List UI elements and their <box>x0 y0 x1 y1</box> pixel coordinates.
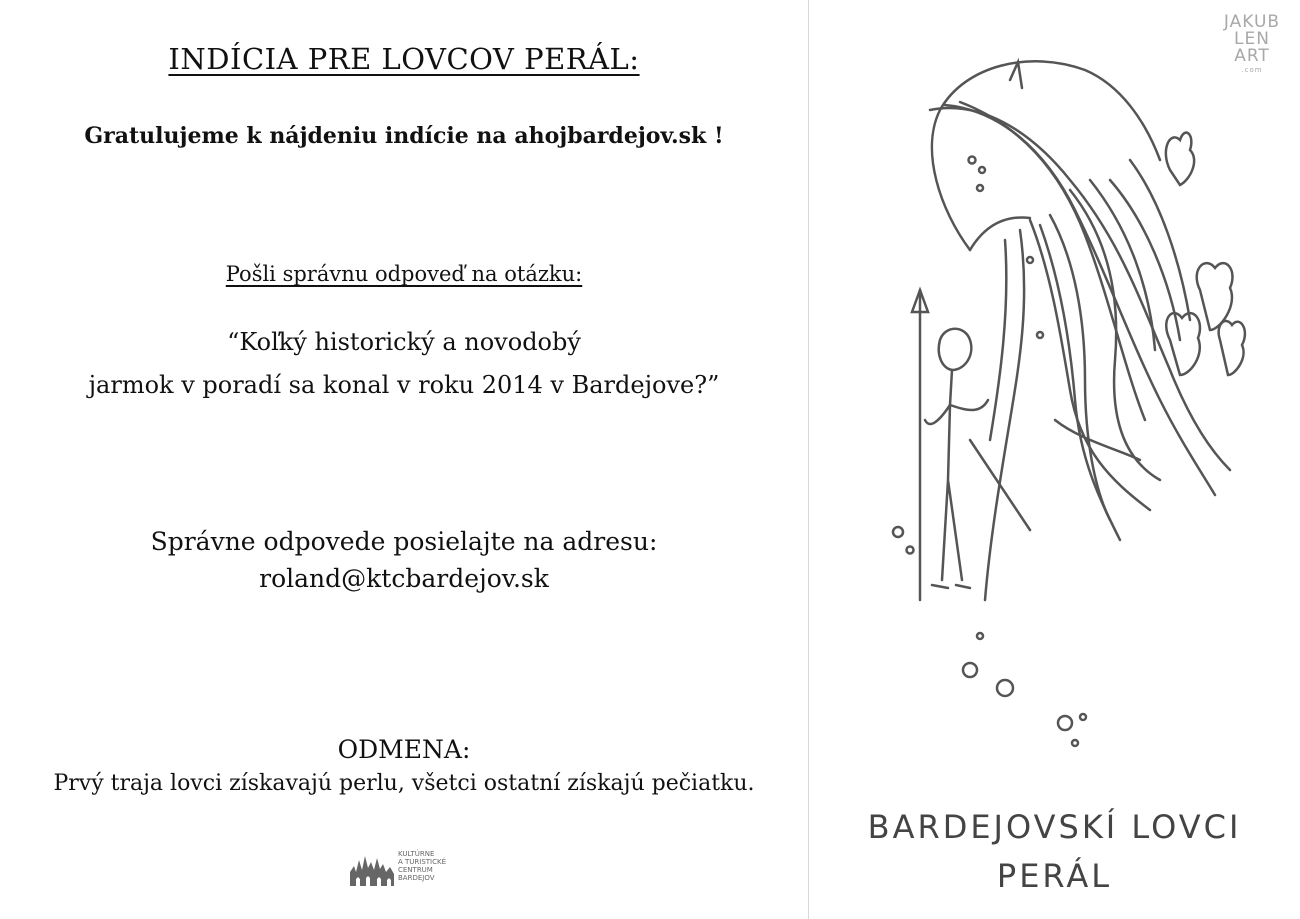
mermaid-and-knight-drawing-icon <box>870 40 1270 760</box>
page-title: INDÍCIA PRE LOVCOV PERÁL: <box>168 42 640 76</box>
congratulations-text: Gratulujeme k nájdeniu indície na ahojbardejov.sk ! <box>84 123 724 149</box>
caption-line-1: BARDEJOVSKÍ LOVCI <box>867 808 1242 846</box>
address-email: roland@ktcbardejov.sk <box>259 564 549 593</box>
address-label: Správne odpovede posielajte na adresu: <box>150 527 658 556</box>
reward-heading: ODMENA: <box>337 735 471 764</box>
ktc-logo-text: KULTÚRNE A TURISTICKÉ CENTRUM BARDEJOV <box>398 850 447 882</box>
artist-signature: JAKUB LEN ART .com <box>1223 12 1281 74</box>
reward-text: Prvý traja lovci získavajú perlu, všetci ostatní získajú pečiatku. <box>53 771 755 796</box>
ktc-logo-icon <box>350 852 394 886</box>
question-line-2: jarmok v poradí sa konal v roku 2014 v Bardejove?” <box>88 371 720 399</box>
caption-line-2: PERÁL <box>996 857 1113 895</box>
question-line-1: “Koľký historický a novodobý <box>227 328 581 356</box>
ktc-logo <box>350 850 460 898</box>
question-heading: Pošli správnu odpoveď na otázku: <box>225 262 583 286</box>
